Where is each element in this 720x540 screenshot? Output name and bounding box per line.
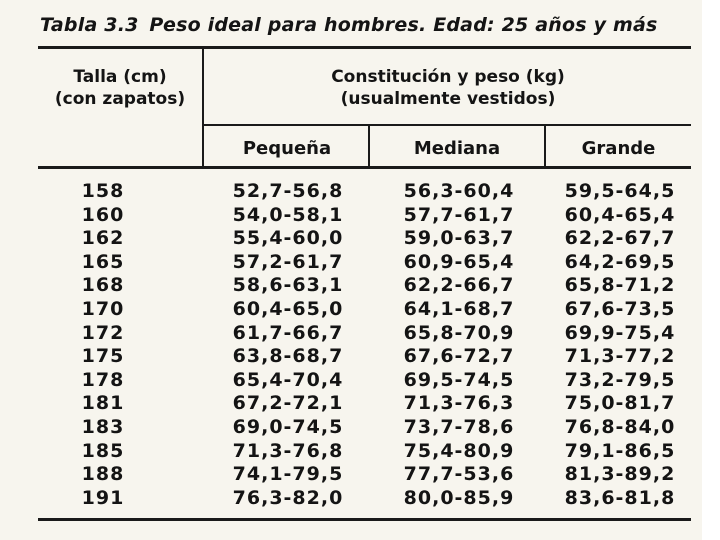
cell-pequena: 76,3-82,0 bbox=[232, 486, 344, 509]
cell-grande: 62,2-67,7 bbox=[564, 227, 676, 250]
header-group bbox=[206, 66, 690, 110]
cell-mediana: 73,7-78,6 bbox=[403, 415, 515, 438]
cell-talla: 188 bbox=[81, 463, 125, 486]
cell-grande: 71,3-77,2 bbox=[564, 345, 676, 368]
cell-grande: 79,1-86,5 bbox=[564, 439, 676, 462]
cell-grande: 69,9-75,4 bbox=[564, 321, 676, 344]
cell-mediana: 62,2-66,7 bbox=[403, 274, 515, 297]
cell-talla: 183 bbox=[81, 415, 125, 438]
table-row bbox=[0, 322, 720, 346]
cell-grande: 64,2-69,5 bbox=[564, 250, 676, 273]
table-row bbox=[0, 227, 720, 251]
slide-edge bbox=[702, 0, 720, 540]
cell-mediana: 60,9-65,4 bbox=[403, 250, 515, 273]
cell-pequena: 55,4-60,0 bbox=[232, 227, 344, 250]
cell-grande: 65,8-71,2 bbox=[564, 274, 676, 297]
cell-talla: 175 bbox=[81, 345, 125, 368]
header-talla-line1: Talla (cm) bbox=[73, 67, 167, 87]
cell-talla: 158 bbox=[81, 180, 125, 202]
cell-mediana: 69,5-74,5 bbox=[403, 368, 515, 391]
header-mediana: Mediana bbox=[413, 138, 501, 159]
cell-mediana: 64,1-68,7 bbox=[403, 297, 515, 320]
cell-mediana: 77,7-53,6 bbox=[403, 463, 515, 486]
cell-mediana: 71,3-76,3 bbox=[403, 392, 515, 415]
cell-grande: 59,5-64,5 bbox=[564, 180, 676, 202]
cell-talla: 172 bbox=[81, 321, 125, 344]
header-pequena: Pequeña bbox=[242, 138, 332, 159]
table-row bbox=[0, 204, 720, 228]
cell-pequena: 67,2-72,1 bbox=[232, 392, 344, 415]
table-bottom-rule bbox=[38, 518, 691, 521]
table-row bbox=[0, 463, 720, 487]
cell-grande: 75,0-81,7 bbox=[564, 392, 676, 415]
cell-mediana: 67,6-72,7 bbox=[403, 345, 515, 368]
header-subgroup-rule bbox=[204, 124, 691, 126]
cell-pequena: 52,7-56,8 bbox=[232, 180, 344, 202]
cell-talla: 168 bbox=[81, 274, 125, 297]
table-row bbox=[0, 416, 720, 440]
cell-talla: 165 bbox=[81, 250, 125, 273]
cell-grande: 67,6-73,5 bbox=[564, 297, 676, 320]
cell-pequena: 69,0-74,5 bbox=[232, 415, 344, 438]
header-talla-line2: (con zapatos) bbox=[54, 89, 186, 109]
table-caption-label: Tabla 3.3 bbox=[40, 14, 139, 36]
cell-pequena: 54,0-58,1 bbox=[232, 203, 344, 226]
table-caption-text: Peso ideal para hombres. Edad: 25 años y más bbox=[149, 14, 658, 36]
table-row bbox=[0, 274, 720, 298]
cell-mediana: 57,7-61,7 bbox=[403, 203, 515, 226]
cell-talla: 185 bbox=[81, 439, 125, 462]
table-row bbox=[0, 487, 720, 511]
table-row bbox=[0, 180, 720, 204]
cell-talla: 162 bbox=[81, 227, 125, 250]
table-body bbox=[0, 180, 720, 510]
header-talla bbox=[40, 66, 200, 110]
cell-pequena: 63,8-68,7 bbox=[232, 345, 344, 368]
header-grande: Grande bbox=[581, 138, 656, 159]
cell-grande: 60,4-65,4 bbox=[564, 203, 676, 226]
cell-pequena: 74,1-79,5 bbox=[232, 463, 344, 486]
cell-mediana: 75,4-80,9 bbox=[403, 439, 515, 462]
cell-talla: 160 bbox=[81, 203, 125, 226]
cell-talla: 170 bbox=[81, 297, 125, 320]
cell-grande: 76,8-84,0 bbox=[564, 415, 676, 438]
cell-talla: 181 bbox=[81, 392, 125, 415]
cell-pequena: 61,7-66,7 bbox=[232, 321, 344, 344]
table-row bbox=[0, 392, 720, 416]
cell-pequena: 57,2-61,7 bbox=[232, 250, 344, 273]
cell-grande: 83,6-81,8 bbox=[564, 486, 676, 509]
cell-pequena: 58,6-63,1 bbox=[232, 274, 344, 297]
cell-grande: 73,2-79,5 bbox=[564, 368, 676, 391]
header-bottom-rule bbox=[38, 166, 691, 169]
cell-mediana: 80,0-85,9 bbox=[403, 486, 515, 509]
cell-talla: 178 bbox=[81, 368, 125, 391]
header-group-line1: Constitución y peso (kg) bbox=[331, 67, 565, 87]
cell-pequena: 71,3-76,8 bbox=[232, 439, 344, 462]
cell-talla: 191 bbox=[81, 486, 125, 509]
cell-mediana: 59,0-63,7 bbox=[403, 227, 515, 250]
table-row bbox=[0, 369, 720, 393]
cell-pequena: 65,4-70,4 bbox=[232, 368, 344, 391]
cell-pequena: 60,4-65,0 bbox=[232, 297, 344, 320]
table-row bbox=[0, 251, 720, 275]
cell-grande: 81,3-89,2 bbox=[564, 463, 676, 486]
table-row bbox=[0, 298, 720, 322]
table-caption bbox=[40, 14, 658, 36]
table-row bbox=[0, 345, 720, 369]
table-top-rule bbox=[38, 46, 691, 49]
header-column-divider bbox=[202, 48, 204, 166]
header-group-line2: (usualmente vestidos) bbox=[340, 89, 556, 109]
table-row bbox=[0, 440, 720, 464]
cell-mediana: 65,8-70,9 bbox=[403, 321, 515, 344]
cell-mediana: 56,3-60,4 bbox=[403, 180, 515, 202]
